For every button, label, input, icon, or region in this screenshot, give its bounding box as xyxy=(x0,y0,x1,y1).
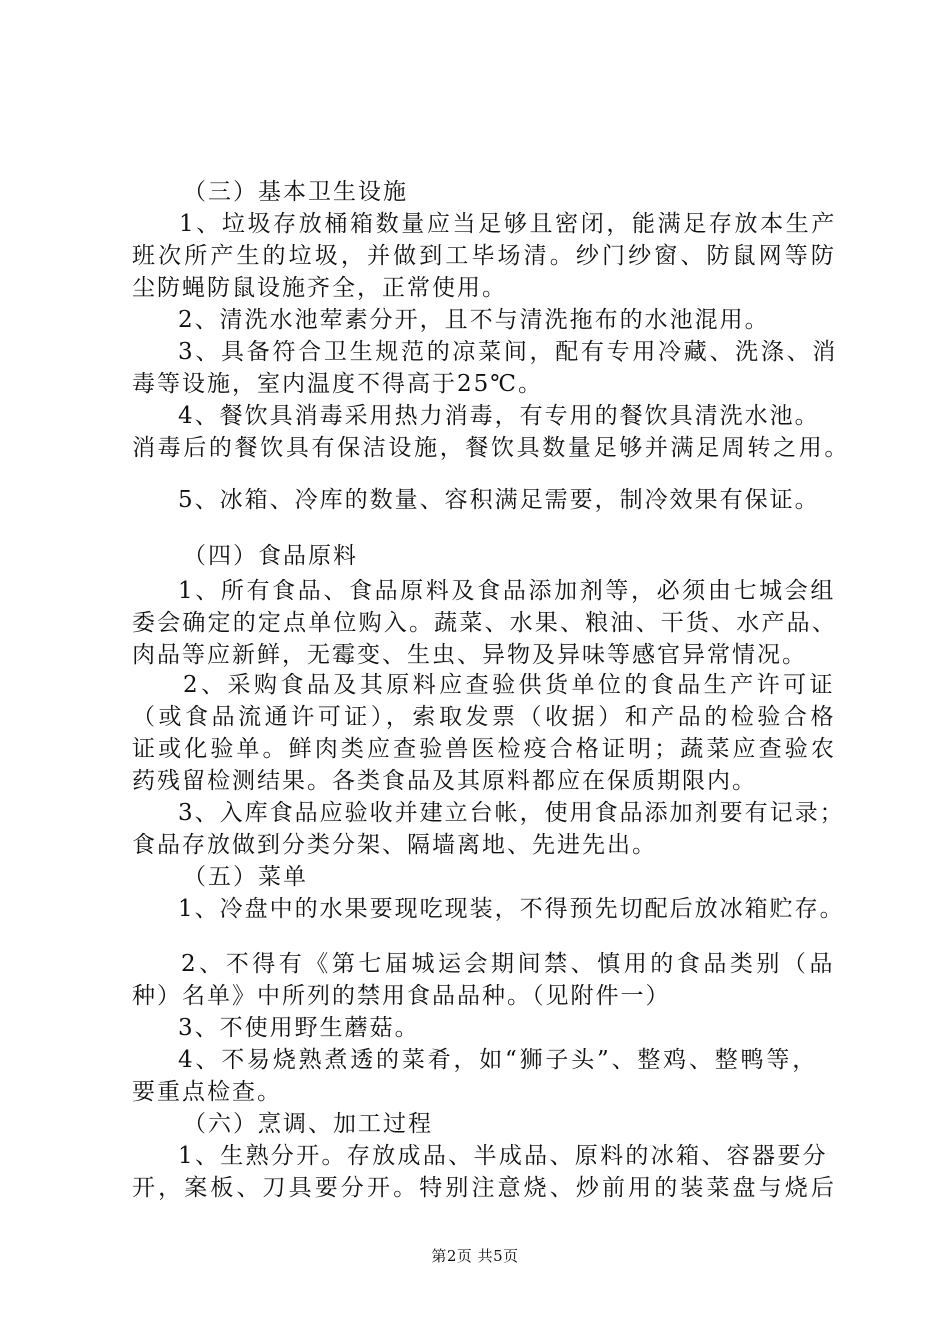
text-line: 班次所产生的垃圾，并做到工毕场清。纱门纱窗、防鼠网等防 xyxy=(132,243,837,269)
text-line: 2、不得有《第七届城运会期间禁、慎用的食品类别（品 xyxy=(181,951,836,977)
text-line: （或食品流通许可证），索取发票（收据）和产品的检验合格 xyxy=(132,704,837,730)
text-line: 证或化验单。鲜肉类应查验兽医检疫合格证明；蔬菜应查验农 xyxy=(132,736,837,762)
text-line: 3、入库食品应验收并建立台帐，使用食品添加剂要有记录； xyxy=(178,800,845,826)
text-line: （四）食品原料 xyxy=(183,543,358,569)
text-line: 毒等设施，室内温度不得高于25℃。 xyxy=(132,371,543,397)
text-line: 要重点检查。 xyxy=(132,1079,282,1105)
text-line: 肉品等应新鲜，无霉变、生虫、异物及异味等感官异常情况。 xyxy=(132,642,807,668)
text-line: 食品存放做到分类分架、隔墙离地、先进先出。 xyxy=(132,832,657,858)
text-line: 委会确定的定点单位购入。蔬菜、水果、粮油、干货、水产品、 xyxy=(132,610,837,636)
text-line: 1、所有食品、食品原料及食品添加剂等，必须由七城会组 xyxy=(178,578,836,604)
text-line: （五）菜单 xyxy=(183,864,308,890)
text-line: （六）烹调、加工过程 xyxy=(183,1111,433,1137)
text-line: 开，案板、刀具要分开。特别注意烧、炒前用的装菜盘与烧后 xyxy=(132,1175,837,1201)
text-line: 药残留检测结果。各类食品及其原料都应在保质期限内。 xyxy=(132,768,757,794)
text-line: 4、不易烧熟煮透的菜肴，如“狮子头”、整鸡、整鸭等， xyxy=(178,1047,818,1073)
text-line: 2、清洗水池荤素分开，且不与清洗拖布的水池混用。 xyxy=(178,307,770,333)
text-line: 1、生熟分开。存放成品、半成品、原料的冰箱、容器要分 xyxy=(178,1143,828,1169)
text-line: 1、冷盘中的水果要现吃现装，不得预先切配后放冰箱贮存。 xyxy=(178,896,845,922)
text-line: 4、餐饮具消毒采用热力消毒，有专用的餐饮具清洗水池。 xyxy=(178,403,820,429)
text-line: 种）名单》中所列的禁用食品品种。（见附件一） xyxy=(132,983,671,1009)
text-line: 3、不使用野生蘑菇。 xyxy=(178,1015,420,1041)
page-footer: 第2页 共5页 xyxy=(431,1247,519,1265)
text-line: （三）基本卫生设施 xyxy=(183,179,408,205)
text-line: 1、垃圾存放桶箱数量应当足够且密闭，能满足存放本生产 xyxy=(179,211,837,237)
text-line: 2、采购食品及其原料应查验供货单位的食品生产许可证 xyxy=(183,672,836,698)
text-line: 3、具备符合卫生规范的凉菜间，配有专用冷藏、洗涤、消 xyxy=(178,339,838,365)
text-line: 尘防蝇防鼠设施齐全，正常使用。 xyxy=(132,275,507,301)
text-line: 消毒后的餐饮具有保洁设施，餐饮具数量足够并满足周转之用。 xyxy=(132,435,850,461)
text-line: 5、冰箱、冷库的数量、容积满足需要，制冷效果有保证。 xyxy=(178,487,820,513)
